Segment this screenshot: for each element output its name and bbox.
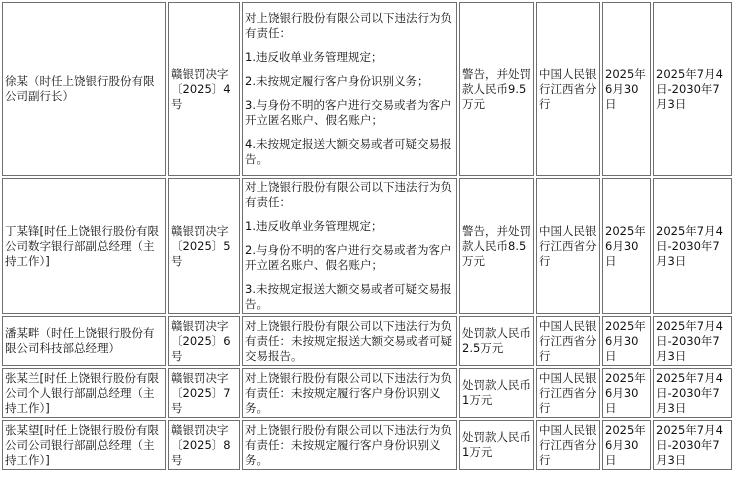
facts-cell [242,368,457,418]
period-text: 2025年7月4日-2030年7月3日 [656,318,723,363]
authority-text: 中国人民银行江西省分行 [539,318,597,363]
fact-gap [245,41,454,50]
authority-cell [536,2,600,176]
fact-line: 1.违反收单业务管理规定； [245,219,383,233]
date-text: 2025年6月30日 [605,318,646,363]
authority-text: 中国人民银行江西省分行 [539,66,597,111]
fact-line: 3.与身份不明的客户进行交易或者为客户开立匿名账户、假名账户； [245,98,452,127]
fact-gap [245,273,454,282]
date-text: 2025年6月30日 [605,370,646,415]
doc-number-text: 赣银罚决字〔2025〕8号 [171,422,231,467]
penalty-cell [459,420,534,470]
facts-cell [242,316,457,366]
authority-text: 中国人民银行江西省分行 [539,223,597,268]
fact-gap [245,65,454,74]
doc-number-text: 赣银罚决字〔2025〕5号 [171,223,231,268]
period-cell [653,420,732,470]
penalty-text: 警告，并处罚款人民币8.5万元 [462,223,531,268]
period-cell [653,316,732,366]
fact-line: 1.违反收单业务管理规定； [245,50,383,64]
fact-gap [245,210,454,219]
authority-text: 中国人民银行江西省分行 [539,370,597,415]
person-text: 丁某锋[时任上饶银行股份有限公司数字银行部副总经理（主持工作）] [5,223,159,268]
fact-line: 对上饶银行股份有限公司以下违法行为负有责任：未按规定履行客户身份识别义务。 [245,422,452,467]
date-cell [602,316,651,366]
person-text: 张某兰[时任上饶银行股份有限公司个人银行部副总经理（主持工作）] [5,370,159,415]
penalty-cell [459,2,534,176]
person-text: 潘某畔（时任上饶银行股份有限公司科技部总经理） [5,326,155,355]
authority-cell [536,178,600,314]
person-cell [2,2,166,176]
person-cell [2,420,166,470]
penalty-text: 处罚款人民币1万元 [462,378,531,407]
authority-cell [536,316,600,366]
table-row [2,316,732,366]
person-cell [2,368,166,418]
doc-number-cell [168,316,240,366]
fact-line: 对上饶银行股份有限公司以下违法行为负有责任： [245,11,452,40]
date-text: 2025年6月30日 [605,422,646,467]
fact-line: 4.未按规定报送大额交易或者可疑交易报告。 [245,137,452,166]
date-cell [602,2,651,176]
doc-number-text: 赣银罚决字〔2025〕4号 [171,66,231,111]
person-text: 张某望[时任上饶银行股份有限公司公司银行部副总经理（主持工作）] [5,422,159,467]
fact-gap [245,89,454,98]
date-cell [602,420,651,470]
authority-text: 中国人民银行江西省分行 [539,422,597,467]
table-row [2,420,732,470]
doc-number-cell [168,420,240,470]
penalty-text: 处罚款人民币1万元 [462,430,531,459]
penalty-cell [459,316,534,366]
fact-line: 对上饶银行股份有限公司以下违法行为负有责任：未按规定报送大额交易或者可疑交易报告。 [245,318,452,363]
period-cell [653,2,732,176]
period-text: 2025年7月4日-2030年7月3日 [656,370,723,415]
facts-cell [242,178,457,314]
doc-number-text: 赣银罚决字〔2025〕6号 [171,318,231,363]
period-text: 2025年7月4日-2030年7月3日 [656,66,723,111]
doc-number-cell [168,2,240,176]
date-text: 2025年6月30日 [605,66,646,111]
penalty-text: 警告，并处罚款人民币9.5万元 [462,66,531,111]
table-row [2,2,732,176]
table-row [2,178,732,314]
table-body [2,2,732,470]
date-cell [602,178,651,314]
person-text: 徐某（时任上饶银行股份有限公司副行长） [5,74,155,103]
fact-gap [245,128,454,137]
fact-line: 3.未按规定报送大额交易或者可疑交易报告。 [245,282,452,311]
fact-line: 对上饶银行股份有限公司以下违法行为负有责任：未按规定履行客户身份识别义务。 [245,370,452,415]
authority-cell [536,420,600,470]
facts-cell [242,420,457,470]
fact-gap [245,234,454,243]
period-text: 2025年7月4日-2030年7月3日 [656,223,723,268]
period-text: 2025年7月4日-2030年7月3日 [656,422,723,467]
penalty-text: 处罚款人民币2.5万元 [462,326,531,355]
date-text: 2025年6月30日 [605,223,646,268]
doc-number-cell [168,368,240,418]
date-cell [602,368,651,418]
penalty-cell [459,368,534,418]
fact-line: 2.与身份不明的客户进行交易或者为客户开立匿名账户、假名账户； [245,243,452,272]
penalty-cell [459,178,534,314]
table-row [2,368,732,418]
fact-line: 2.未按规定履行客户身份识别义务； [245,74,429,88]
facts-cell [242,2,457,176]
period-cell [653,368,732,418]
authority-cell [536,368,600,418]
person-cell [2,316,166,366]
period-cell [653,178,732,314]
doc-number-cell [168,178,240,314]
fact-line: 对上饶银行股份有限公司以下违法行为负有责任： [245,180,452,209]
person-cell [2,178,166,314]
doc-number-text: 赣银罚决字〔2025〕7号 [171,370,231,415]
